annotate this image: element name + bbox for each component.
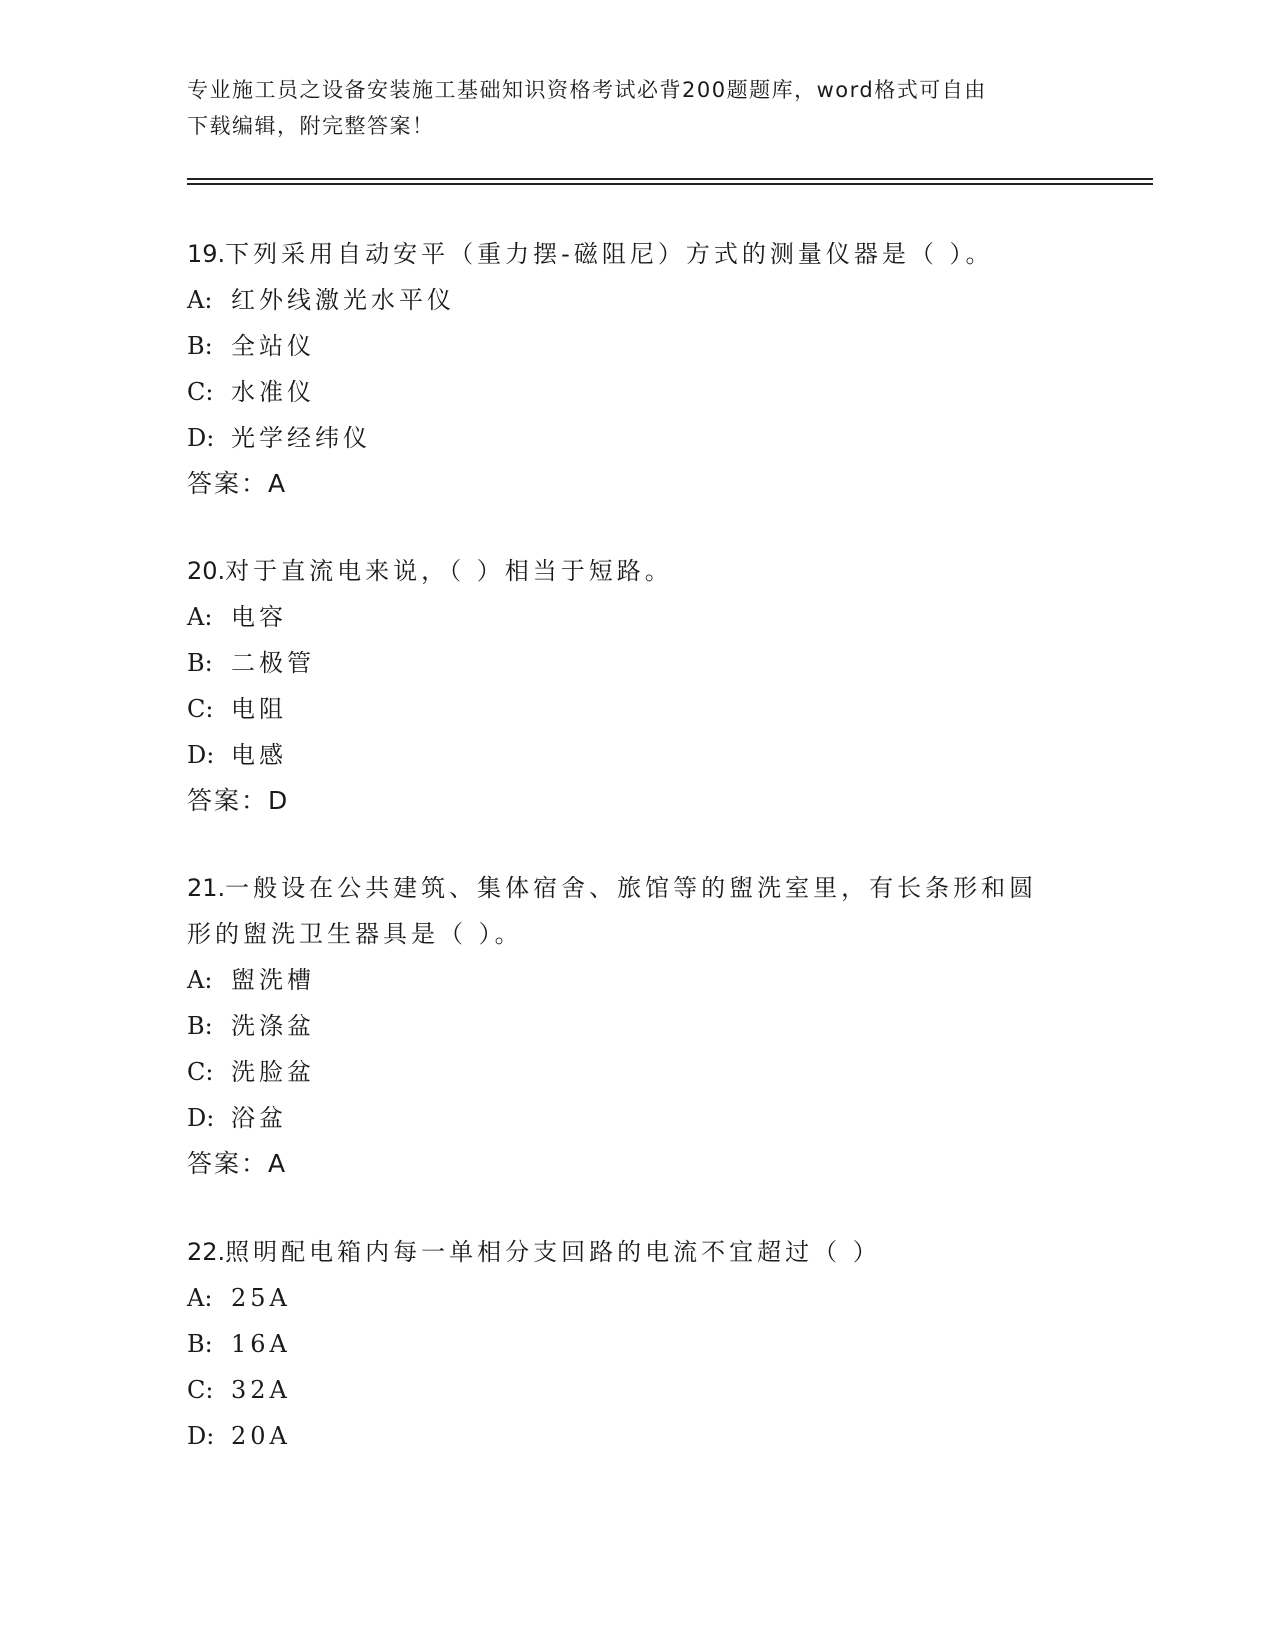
option-key: A: <box>187 1284 213 1312</box>
option-b <box>187 323 1087 369</box>
question-stem <box>187 548 1087 594</box>
header-title-line1: 专业施工员之设备安装施工基础知识资格考试必背200题题库，word格式可自由 <box>187 78 987 102</box>
answer-line: 答案：A <box>187 1149 288 1178</box>
question-stem <box>187 1229 1087 1275</box>
option-d <box>187 1413 1087 1459</box>
option-text: 电阻 <box>231 695 287 723</box>
option-text: 电容 <box>231 603 287 631</box>
question-text: 一般设在公共建筑、集体宿舍、旅馆等的盥洗室里，有长条形和圆 <box>225 874 1038 902</box>
question-stem <box>187 231 1087 277</box>
option-key: A: <box>187 603 213 631</box>
option-text: 洗涤盆 <box>231 1012 315 1040</box>
question-21 <box>187 865 1087 1187</box>
option-key: A: <box>187 286 213 314</box>
option-b <box>187 1003 1087 1049</box>
option-d <box>187 415 1087 461</box>
option-text: 光学经纬仪 <box>231 424 371 452</box>
question-number: 20. <box>187 557 226 585</box>
header-divider-bottom <box>187 183 1153 185</box>
option-b <box>187 1321 1087 1367</box>
question-number: 19. <box>187 240 226 268</box>
option-text: 浴盆 <box>231 1104 287 1132</box>
question-stem-continued: 形的盥洗卫生器具是（ ）。 <box>187 920 523 948</box>
question-stem <box>187 865 1087 911</box>
option-key: D: <box>187 1104 215 1132</box>
option-key: C: <box>187 378 214 406</box>
option-a <box>187 594 1087 640</box>
option-key: B: <box>187 332 213 360</box>
option-d <box>187 1095 1087 1141</box>
option-text: 20A <box>231 1422 291 1450</box>
option-text: 25A <box>231 1284 291 1312</box>
option-key: B: <box>187 1012 213 1040</box>
question-19 <box>187 231 1087 507</box>
option-key: C: <box>187 1058 214 1086</box>
option-c <box>187 1367 1087 1413</box>
option-text: 二极管 <box>231 649 315 677</box>
option-key: C: <box>187 1376 214 1404</box>
option-text: 水准仪 <box>231 378 315 406</box>
option-a <box>187 1275 1087 1321</box>
option-key: D: <box>187 741 215 769</box>
question-text: 下列采用自动安平（重力摆-磁阻尼）方式的测量仪器是（ ）。 <box>225 240 994 268</box>
option-key: D: <box>187 424 215 452</box>
option-text: 全站仪 <box>231 332 315 360</box>
option-key: A: <box>187 966 213 994</box>
document-header <box>187 72 1067 144</box>
question-number: 22. <box>187 1238 226 1266</box>
question-number: 21. <box>187 874 226 902</box>
option-c <box>187 369 1087 415</box>
answer-line: 答案：A <box>187 469 288 498</box>
option-text: 32A <box>231 1376 291 1404</box>
header-divider-top <box>187 178 1153 180</box>
question-22 <box>187 1229 1087 1459</box>
option-text: 电感 <box>231 741 287 769</box>
option-text: 洗脸盆 <box>231 1058 315 1086</box>
option-c <box>187 686 1087 732</box>
option-key: C: <box>187 695 214 723</box>
question-text: 对于直流电来说，（ ）相当于短路。 <box>225 557 673 585</box>
answer-line: 答案：D <box>187 786 290 815</box>
option-c <box>187 1049 1087 1095</box>
option-text: 盥洗槽 <box>231 966 315 994</box>
option-text: 红外线激光水平仪 <box>231 286 455 314</box>
option-key: D: <box>187 1422 215 1450</box>
option-a <box>187 957 1087 1003</box>
question-20 <box>187 548 1087 824</box>
option-key: B: <box>187 649 213 677</box>
question-text: 照明配电箱内每一单相分支回路的电流不宜超过（ ） <box>225 1238 881 1266</box>
option-key: B: <box>187 1330 213 1358</box>
option-b <box>187 640 1087 686</box>
option-text: 16A <box>231 1330 291 1358</box>
option-d <box>187 732 1087 778</box>
header-title-line2: 下载编辑，附完整答案！ <box>187 114 435 138</box>
option-a <box>187 277 1087 323</box>
